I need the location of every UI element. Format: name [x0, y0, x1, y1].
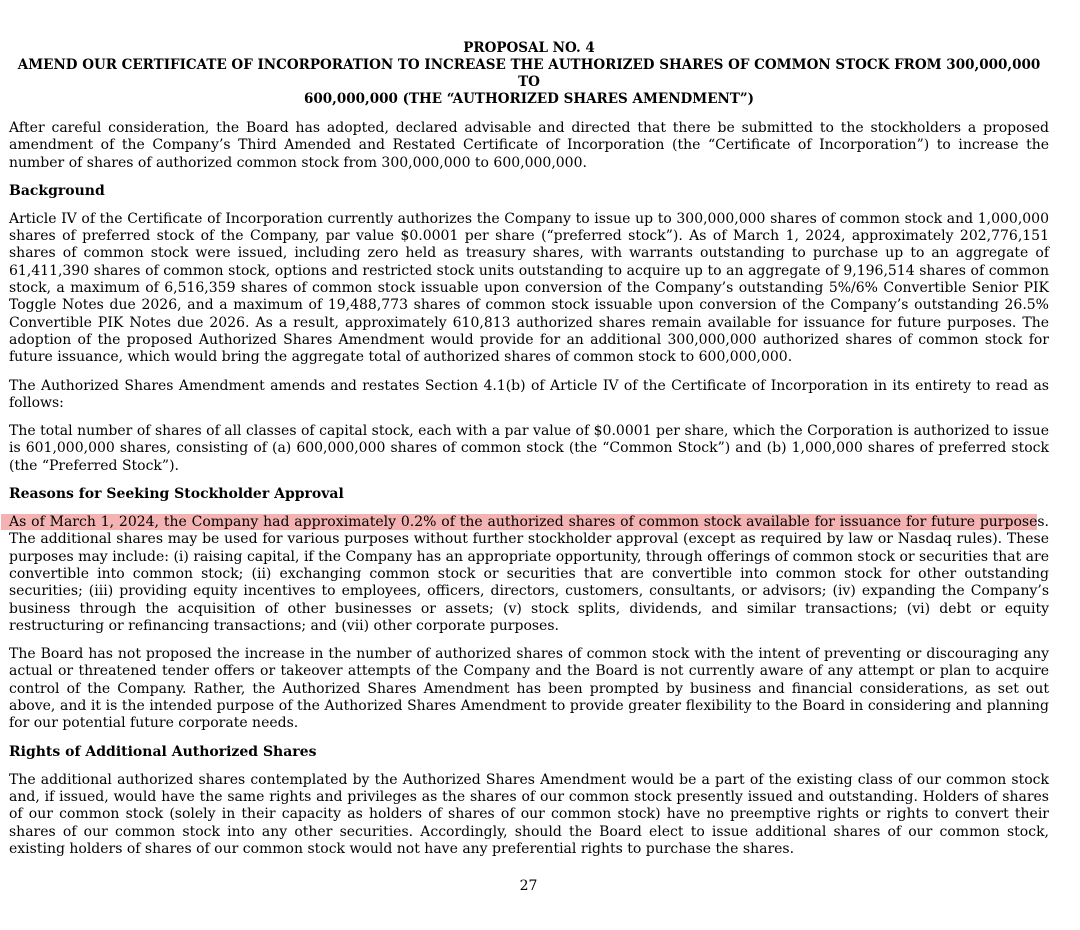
reasons-paragraph-2: The Board has not proposed the increase in the number of authorized shares of common stock with the intent of preventing or discouraging any actual or threatened tender offers or takeover attempts of the Company and the Board is not currently aware of any attempt or plan to acquire control of the Company. Rather, the Authorized Shares Amendment has been prompted by business and financial considerations, as set out above, and it is the intended purpose of the Authorized Shares Amendment to provide greater flexibility to the Board in considering and planning for our potential future corporate needs.	[9, 646, 1049, 732]
proposal-title	[9, 40, 1049, 108]
highlighted-text: As of March 1, 2024, the Company had approximately 0.2% of the authorized shares of common stock available for issuance for future purpose	[9, 514, 1038, 531]
rights-paragraph-1: The additional authorized shares contemplated by the Authorized Shares Amendment would be a part of the existing class of our common stock and, if issued, would have the same rights and privileges as the shares of our common stock presently issued and outstanding. Holders of shares of our common stock (solely in their capacity as holders of shares of our common stock) have no preemptive rights or rights to convert their shares of our common stock into any other securities. Accordingly, should the Board elect to issue additional shares of our common stock, existing holders of shares of our common stock would not have any preferential rights to purchase the shares.	[9, 771, 1049, 857]
proposal-title-line-1: AMEND OUR CERTIFICATE OF INCORPORATION TO INCREASE THE AUTHORIZED SHARES OF COMMON STOCK FROM 300,000,000 TO	[17, 57, 1041, 90]
page-number: 27	[519, 878, 538, 894]
reasons-heading: Reasons for Seeking Stockholder Approval	[9, 486, 344, 503]
proposal-number: PROPOSAL NO. 4	[463, 40, 595, 56]
proposal-title-line-2: 600,000,000 (THE “AUTHORIZED SHARES AMENDMENT”)	[303, 91, 755, 107]
document-page	[9, 40, 1049, 869]
intro-paragraph: After careful consideration, the Board has adopted, declared advisable and directed that there be submitted to the stockholders a proposed amendment of the Company’s Third Amended and Restated Certificate of Incorporation (the “Certificate of Incorporation”) to increase the number of shares of authorized common stock from 300,000,000 to 600,000,000.	[9, 120, 1049, 171]
rights-heading: Rights of Additional Authorized Shares	[9, 743, 317, 760]
background-paragraph-3: The total number of shares of all classes of capital stock, each with a par value of $0.0001 per share, which the Corporation is authorized to issue is 601,000,000 shares, consisting of (a) 600,000,000 shares of common stock (the “Common Stock”) and (b) 1,000,000 shares of preferred stock (the “Preferred Stock”).	[9, 423, 1049, 474]
reasons-paragraph-1-rest: s. The additional shares may be used for various purposes without further stockholder approval (except as required by law or Nasdaq rules). These purposes may include: (i) raising capital, if the Company has an appropriate opportunity, through offerings of common stock or securities that are convertible into common stock; (ii) exchanging common stock or securities that are convertible into common stock for other outstanding securities; (iii) providing equity incentives to employees, officers, directors, customers, consultants, or advisors; (iv) expanding the Company’s business through the acquisition of other businesses or assets; (v) stock splits, dividends, and similar transactions; (vi) debt or equity restructuring or refinancing transactions; and (vii) other corporate purposes.	[9, 514, 1049, 634]
background-paragraph-1: Article IV of the Certificate of Incorporation currently authorizes the Company to issue up to 300,000,000 shares of common stock and 1,000,000 shares of preferred stock of the Company, par value $0.0001 per share (“preferred stock”). As of March 1, 2024, approximately 202,776,151 shares of common stock were issued, including zero held as treasury shares, with warrants outstanding to purchase up to an aggregate of 61,411,390 shares of common stock, options and restricted stock units outstanding to acquire up to an aggregate of 9,196,514 shares of common stock, a maximum of 6,516,359 shares of common stock issuable upon conversion of the Company’s outstanding 5%/6% Convertible Senior PIK Toggle Notes due 2026, and a maximum of 19,488,773 shares of common stock issuable upon conversion of the Company’s outstanding 26.5% Convertible PIK Notes due 2026. As a result, approximately 610,813 authorized shares remain available for issuance for future purposes. The adoption of the proposed Authorized Shares Amendment would provide for an additional 300,000,000 authorized shares of common stock for future issuance, which would bring the aggregate total of authorized shares of common stock to 600,000,000.	[9, 210, 1049, 366]
background-heading: Background	[9, 182, 105, 199]
background-paragraph-2: The Authorized Shares Amendment amends and restates Section 4.1(b) of Article IV of the Certificate of Incorporation in its entirety to read as follows:	[9, 377, 1049, 411]
reasons-paragraph-1	[9, 514, 1049, 635]
